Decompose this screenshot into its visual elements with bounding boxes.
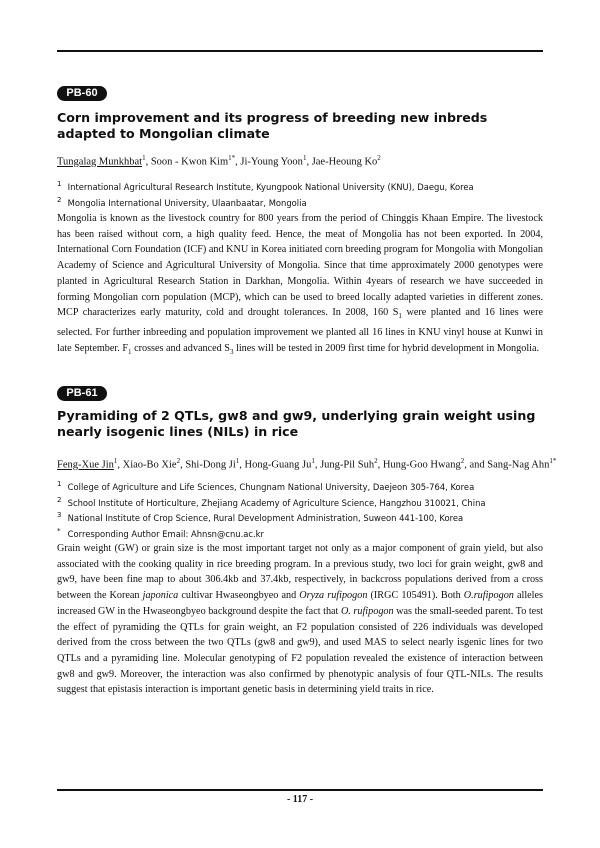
author-name: Soon - Kwon Kim — [150, 156, 229, 168]
author-sup: 2 — [176, 457, 181, 465]
entry-tag: PB-60 — [57, 86, 107, 101]
author-sup: 1 — [235, 457, 240, 465]
author-name: Ji-Young Yoon — [240, 156, 303, 168]
author-name: Hong-Guang Ju — [244, 459, 312, 471]
author-list: Feng-Xue Jin$^1$, Xiao-Bo Xie$^2$, Shi-Dong Ji$^1$, Hong-Guang Ju$^1$, Jung-Pil Suh$^2$, Hung-Goo Hwang$^2$, and Sang-Nag Ahn$^{1*}$ — [57, 457, 557, 471]
author-name: Hung-Goo Hwang — [382, 459, 461, 471]
bottom-rule — [57, 789, 543, 791]
affiliation: $^2$ School Institute of Horticulture, Zhejiang Academy of Agriculture Science, Hangzhou 310021, China — [57, 495, 486, 508]
author-name: Feng-Xue Jin — [57, 459, 114, 471]
author-sup: 1* — [228, 154, 236, 162]
page-number: - 117 - — [286, 794, 314, 805]
author-name: Xiao-Bo Xie — [122, 459, 177, 471]
author-sup: 1 — [302, 154, 307, 162]
top-rule — [57, 50, 543, 52]
entry-title: Corn improvement and its progress of breeding new inbreds adapted to Mongolian climate — [57, 110, 488, 141]
author-sup: 1 — [113, 457, 118, 465]
author-sup: 2 — [460, 457, 465, 465]
author-name: Jae-Heoung Ko — [311, 156, 378, 168]
affiliation-list — [57, 478, 547, 540]
author-sup: 1 — [311, 457, 315, 465]
author-sup: 2 — [377, 154, 381, 162]
author-name: Sang-Nag Ahn — [487, 459, 550, 471]
affiliation: $^3$ National Institute of Crop Science, Rural Development Administration, Suweon 441-100, Korea — [57, 511, 464, 523]
abstract: Mongolia is known as the livestock country for 800 years from the period of Chinggis Khaan Empire. The livestock has been raised without corn, a high quality feed. Hence, the meat of Mongolia has not been exported. In 2004, International Corn Foundation (ICF) and KNU in Korea initiated corn breeding program for Mongolia with Mongolian Academy of Science and Agricultural University of Mongolia. Since that time approximately 2000 genotypes were planted in Agricultural Research Station in Darkhan, Mongolia. Within 4years of research we have succeeded in forming Mongolian corn population (MCP), which can be used to breed locally adapted varieties in different zones. MCP characterizes early maturity, cold and drought tolerances. In 2008, 160 $S_1$ were planted and 16 lines were selected. For further inbreeding and population improvement we planted all 16 lines in KNU vinyl house at Kunwi in late September. $F_1$ crosses and advanced $S_3$ lines will be tested in 2009 first time for hybrid development in Mongolia. — [57, 213, 543, 356]
entry-tag: PB-61 — [57, 386, 107, 401]
author-name: Jung-Pil Suh — [320, 459, 375, 471]
affiliation: * Corresponding Author Email: Ahnsn@cnu.ac.kr — [57, 526, 264, 539]
affiliation-list — [57, 178, 547, 209]
author-name: Shi-Dong Ji — [185, 459, 236, 471]
author-name: Tungalag Munkhbat — [57, 156, 143, 168]
affiliation: $^1$ College of Agriculture and Life Sciences, Chungnam National University, Daejeon 305-764, Korea — [57, 480, 475, 492]
affiliation: $^2$ Mongolia International University, Ulaanbaatar, Mongolia — [57, 195, 307, 208]
author-sup: 1 — [142, 154, 146, 162]
author-list: Tungalag Munkhbat$^1$, Soon - Kwon Kim$^{1*}$, Ji-Young Yoon$^1$, Jae-Heoung Ko$^2$ — [57, 154, 381, 168]
abstract: Grain weight (GW) or grain size is the most important target not only as a major component of grain yield, but also associated with the cooking quality in rice breeding program. In a previous study, two loci for grain weight, gw8 and gw9, have been fine map to about 306.4kb and 37.4kb, respectively, in backcross populations derived from a cross between the Korean japonica cultivar Hwaseongbyeo and Oryza rufipogon (IRGC 105491). Both O.rufipogon alleles increased GW in the Hwaseongbyeo background despite the fact that O. rufipogon was the small-seeded parent. To test the effect of pyramiding the QTLs for grain weight, an F2 population consisted of 226 individuals was developed derived from the cross between the two QTLs (gw8 and gw9), and used MAS to select nearly isgenic lines for two QTLs and a pyramiding line. Molecular genotyping of F2 population revealed the existence of interaction between gw8 and gw9. Moreover, the interaction was also confirmed by phenotypic analysis of four QTL-NILs. The results suggest that epistasis interaction is important genetic basis in determining yield traits in rice. — [57, 543, 543, 696]
author-sup: 1* — [549, 457, 557, 465]
author-sup: 2 — [374, 457, 378, 465]
entry-title: Pyramiding of 2 QTLs, gw8 and gw9, underlying grain weight using nearly isogenic lines (NILs) in rice — [57, 408, 536, 439]
affiliation: $^1$ International Agricultural Research Institute, Kyungpook National University (KNU), Daegu, Korea — [57, 180, 474, 192]
